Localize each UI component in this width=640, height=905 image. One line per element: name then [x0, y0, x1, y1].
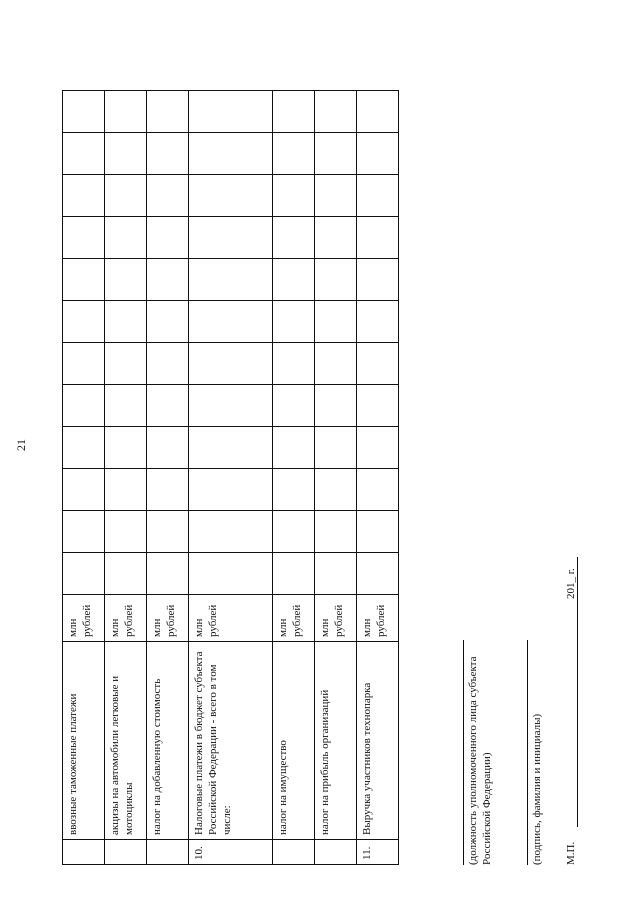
value-cell: [357, 301, 399, 343]
value-cell: [63, 301, 105, 343]
indicator-name: Выручка участников технопарка: [357, 642, 399, 840]
unit-cell: млн рублей: [315, 595, 357, 642]
value-cell: [63, 259, 105, 301]
value-cell: [315, 469, 357, 511]
indicator-name: налог на добавленную стоимость: [147, 642, 189, 840]
value-cell: [273, 175, 315, 217]
value-cell: [63, 217, 105, 259]
row-number: [105, 840, 147, 865]
value-cell: [63, 511, 105, 553]
indicator-name: акцизы на автомобили легковые и мотоциклы: [105, 642, 147, 840]
value-cell: [189, 91, 273, 133]
value-cell: [189, 133, 273, 175]
value-cell: [147, 91, 189, 133]
value-cell: [357, 175, 399, 217]
value-cell: [147, 301, 189, 343]
row-number: [63, 840, 105, 865]
value-cell: [105, 217, 147, 259]
value-cell: [105, 343, 147, 385]
value-cell: [147, 343, 189, 385]
value-cell: [189, 511, 273, 553]
row-number: [147, 840, 189, 865]
row-number: [315, 840, 357, 865]
value-cell: [357, 343, 399, 385]
value-cell: [189, 175, 273, 217]
value-cell: [105, 175, 147, 217]
value-cell: [189, 469, 273, 511]
row-number: [273, 840, 315, 865]
value-cell: [147, 385, 189, 427]
value-cell: [105, 259, 147, 301]
value-cell: [273, 343, 315, 385]
value-cell: [105, 133, 147, 175]
value-cell: [63, 427, 105, 469]
value-cell: [273, 553, 315, 595]
value-cell: [273, 427, 315, 469]
value-cell: [63, 175, 105, 217]
value-cell: [273, 385, 315, 427]
value-cell: [357, 217, 399, 259]
value-cell: [189, 259, 273, 301]
value-cell: [147, 427, 189, 469]
value-cell: [189, 553, 273, 595]
page-number: 21: [14, 439, 28, 451]
value-cell: [105, 385, 147, 427]
stamp-label: М.П.: [565, 841, 577, 865]
value-cell: [273, 511, 315, 553]
unit-cell: млн рублей: [357, 595, 399, 642]
value-cell: [315, 511, 357, 553]
unit-cell: млн рублей: [105, 595, 147, 642]
value-cell: [189, 217, 273, 259]
value-cell: [147, 553, 189, 595]
signature-caption: (подпись, фамилия и инициалы): [531, 713, 543, 865]
table-row: [273, 91, 315, 865]
unit-cell: млн рублей: [273, 595, 315, 642]
row-number: 11.: [357, 840, 399, 865]
value-cell: [105, 301, 147, 343]
value-cell: [315, 301, 357, 343]
value-cell: [63, 469, 105, 511]
value-cell: [189, 427, 273, 469]
value-cell: [315, 427, 357, 469]
value-cell: [357, 91, 399, 133]
unit-cell: млн рублей: [189, 595, 273, 642]
value-cell: [63, 385, 105, 427]
table-row: [63, 91, 105, 865]
indicator-name: ввозные таможенные платежи: [63, 642, 105, 840]
value-cell: [315, 217, 357, 259]
value-cell: [63, 343, 105, 385]
value-cell: [315, 91, 357, 133]
indicator-name: налог на прибыль организаций: [315, 642, 357, 840]
value-cell: [105, 91, 147, 133]
value-cell: [147, 133, 189, 175]
value-cell: [315, 175, 357, 217]
table-row: [357, 91, 399, 865]
value-cell: [189, 385, 273, 427]
table-row: [315, 91, 357, 865]
value-cell: [147, 217, 189, 259]
value-cell: [147, 175, 189, 217]
value-cell: [63, 91, 105, 133]
position-caption: (должность уполномоченного лица субъекта Российской Федерации): [467, 656, 493, 865]
unit-cell: млн рублей: [147, 595, 189, 642]
value-cell: [105, 511, 147, 553]
value-cell: [357, 427, 399, 469]
value-cell: [315, 133, 357, 175]
indicator-name: Налоговые платежи в бюджет субъекта Российской Федерации - всего в том числе:: [189, 642, 273, 840]
value-cell: [105, 427, 147, 469]
value-cell: [273, 469, 315, 511]
value-cell: [357, 385, 399, 427]
unit-cell: млн рублей: [63, 595, 105, 642]
value-cell: [105, 469, 147, 511]
value-cell: [147, 469, 189, 511]
value-cell: [357, 259, 399, 301]
value-cell: [63, 133, 105, 175]
value-cell: [273, 133, 315, 175]
table-row: [147, 91, 189, 865]
value-cell: [315, 259, 357, 301]
value-cell: [357, 469, 399, 511]
value-cell: [189, 301, 273, 343]
value-cell: [357, 553, 399, 595]
table-row: [105, 91, 147, 865]
value-cell: [357, 511, 399, 553]
value-cell: [273, 91, 315, 133]
value-cell: [315, 385, 357, 427]
signature-line: [527, 640, 528, 865]
table-body: [63, 91, 399, 865]
value-cell: [315, 553, 357, 595]
value-cell: [273, 301, 315, 343]
value-cell: [147, 511, 189, 553]
value-cell: [273, 259, 315, 301]
table-row: [189, 91, 273, 865]
position-line: [463, 640, 464, 865]
value-cell: [357, 133, 399, 175]
row-number: 10.: [189, 840, 273, 865]
value-cell: [189, 343, 273, 385]
date-label: 201_ г.: [565, 568, 577, 599]
value-cell: [63, 553, 105, 595]
indicator-name: налог на имущество: [273, 642, 315, 840]
value-cell: [273, 217, 315, 259]
value-cell: [105, 553, 147, 595]
indicators-table: [62, 90, 399, 865]
value-cell: [315, 343, 357, 385]
value-cell: [147, 259, 189, 301]
